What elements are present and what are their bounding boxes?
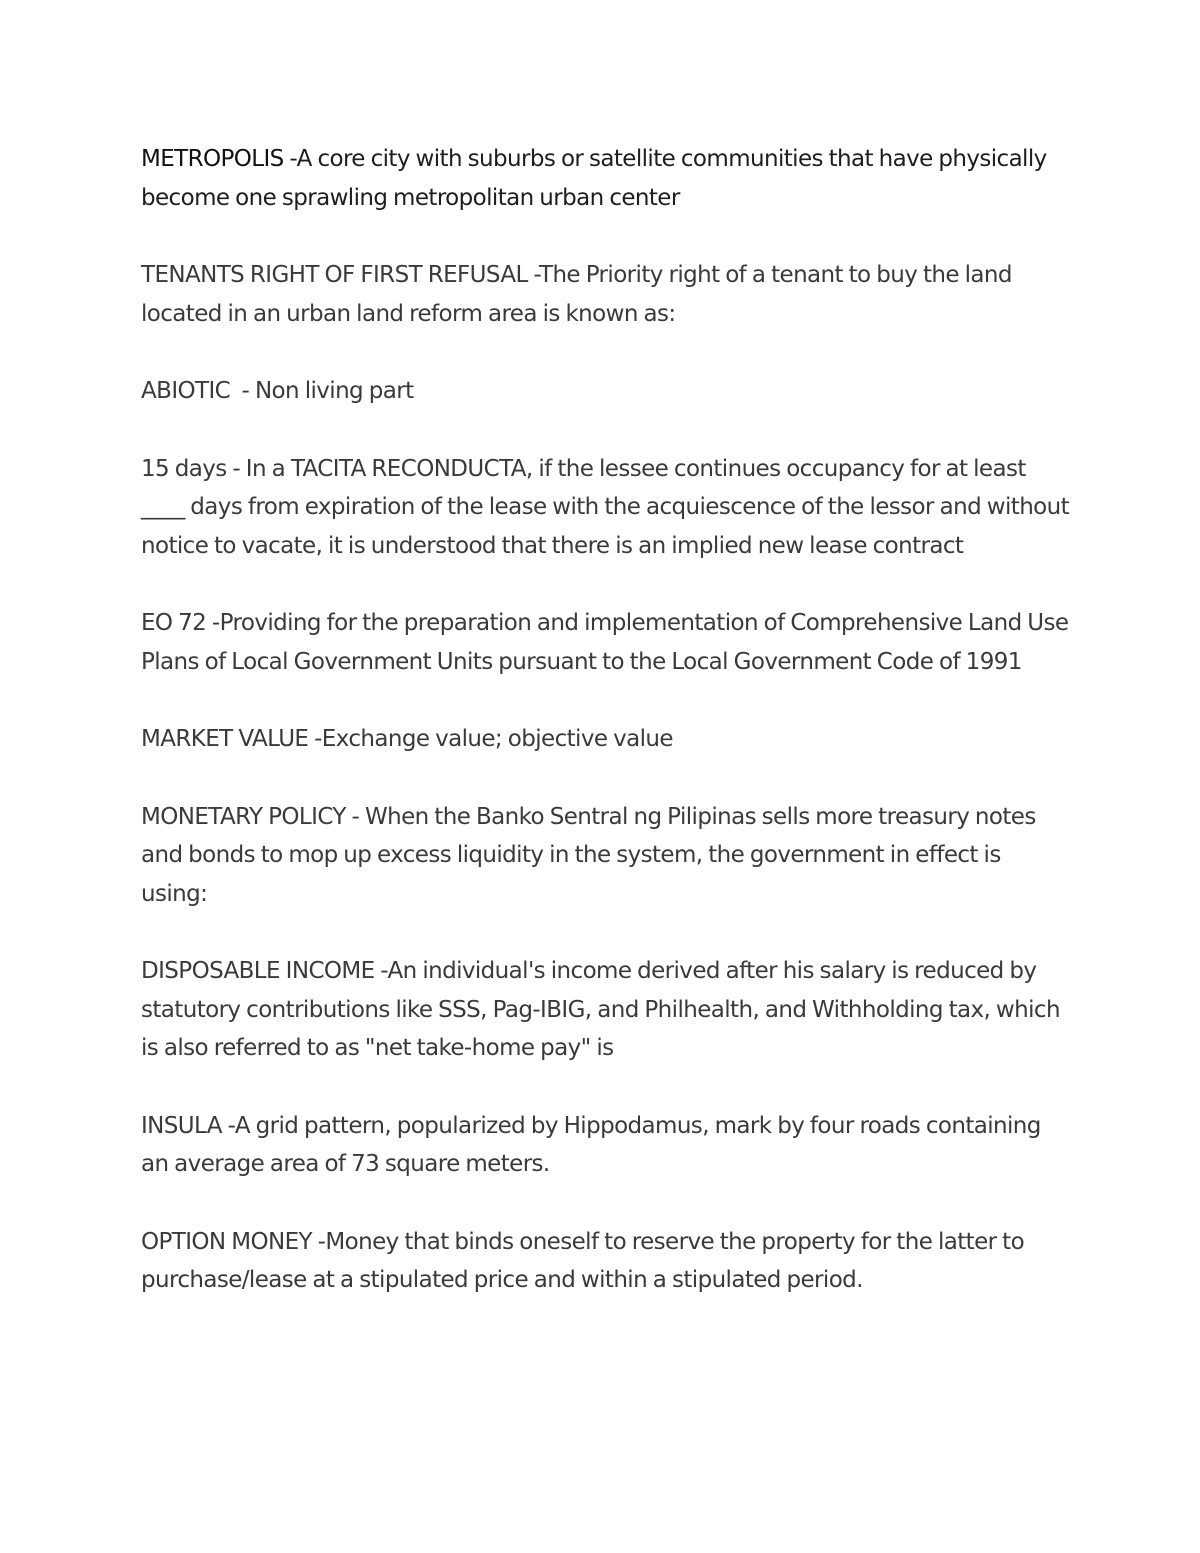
entry-monetary-policy [141,798,1071,914]
entry-market-value [141,720,1071,759]
entry-term: MARKET VALUE [141,726,309,752]
entry-definition: Exchange value; objective value [321,726,673,752]
entry-separator: - [226,455,246,482]
document-body [141,140,1071,1339]
entry-separator: - [374,958,388,984]
entry-definition: When the Banko Sentral ng Pilipinas sells more treasury notes and bonds to mop up excess liquidity in the system, the government in effect is using: [141,803,1036,907]
entry-separator: - [206,610,220,636]
entry-separator: - [345,803,365,830]
entry-term: MONETARY POLICY [141,803,346,830]
entry-tenants-right [141,256,1071,333]
entry-definition: Providing for the preparation and implementation of Comprehensive Land Use Plans of Local Government Units pursuant to the Local Government Code of 1991 [141,610,1069,675]
entry-term: TENANTS RIGHT OF FIRST REFUSAL [141,262,528,288]
entry-separator: - [527,262,539,288]
entry-definition: Money that binds oneself to reserve the property for the latter to purchase/lease at a stipulated price and within a stipulated period. [141,1228,1025,1293]
entry-term: 15 days [141,455,227,482]
entry-abiotic [141,372,1071,411]
entry-insula [141,1107,1071,1184]
entry-term: INSULA [141,1112,222,1139]
entry-definition: The Priority right of a tenant to buy the land located in an urban land reform area is known as: [141,262,1012,327]
entry-definition: Non living part [254,378,414,404]
entry-definition: A core city with suburbs or satellite communities that have physically become one sprawling metropolitan urban center [141,146,1047,211]
entry-separator: - [311,1228,326,1255]
entry-15-days [141,450,1071,566]
entry-separator: - [308,726,322,752]
entry-term: ABIOTIC [141,378,231,404]
entry-term: METROPOLIS [141,146,284,172]
entry-definition: In a TACITA RECONDUCTA, if the lessee continues occupancy for at least ____ days from expiration of the lease with the acquiescence of the lessor and without notice to vacate, it is understood that there is an implied new lease contract [141,455,1070,559]
entry-separator: - [283,146,297,172]
entry-definition: An individual's income derived after his salary is reduced by statutory contributions like SSS, Pag-IBIG, and Philhealth, and Withholding tax, which is also referred to as "net take-home pay" is [141,958,1060,1061]
entry-term: OPTION MONEY [141,1228,312,1255]
entry-option-money [141,1223,1071,1300]
entry-separator: - [221,1112,235,1139]
entry-separator: - [230,378,255,404]
entry-metropolis [141,140,1071,217]
entry-term: DISPOSABLE INCOME [141,958,375,984]
entry-definition: A grid pattern, popularized by Hippodamus, mark by four roads containing an average area of 73 square meters. [141,1112,1041,1177]
entry-disposable-income [141,952,1071,1068]
entry-eo-72 [141,604,1071,681]
entry-term: EO 72 [141,610,207,636]
